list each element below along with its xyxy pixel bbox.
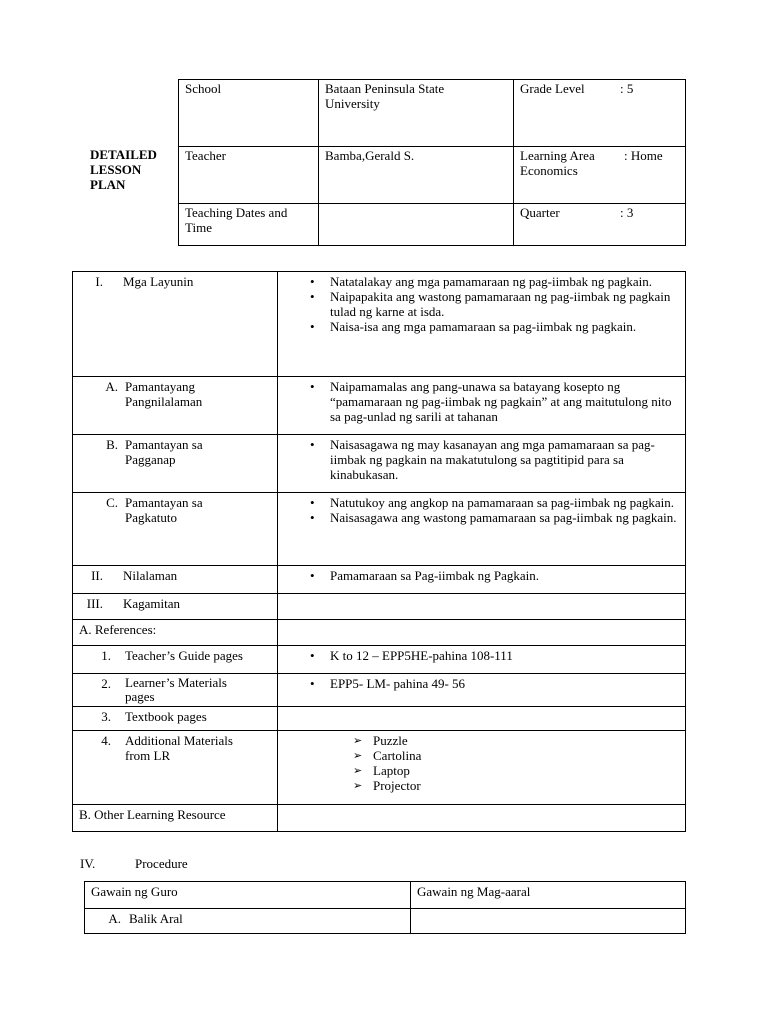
performance-standard-label: Pamantayan sa Pagganap	[125, 437, 203, 467]
quarter-cell	[514, 204, 686, 246]
procedure-heading: IV. Procedure	[80, 856, 188, 871]
teaching-dates-value	[319, 204, 514, 246]
document-title: DETAILED LESSON PLAN	[90, 147, 157, 192]
list-item: • Natutukoy ang angkop na pamamaraan sa pag-iimbak ng pagkain.	[330, 495, 677, 510]
list-item: ➢ Puzzle	[373, 733, 677, 748]
school-value: Bataan Peninsula State University	[319, 80, 514, 147]
list-item: • Naisasagawa ang wastong pamamaraan sa pag-iimbak ng pagkain.	[330, 510, 677, 525]
teacher-label: Teacher	[179, 147, 319, 204]
teachers-guide-text: • K to 12 – EPP5HE-pahina 108-111	[330, 648, 677, 663]
content-standard-text: • Naipamamalas ang pang-unawa sa batayang kosepto ng “pamamaraan ng pag-iimbak ng pagkain” at ang maitutulong nito sa pag-unlad ng sarili at tahanan	[330, 379, 677, 424]
teaching-dates-label: Teaching Dates and Time	[179, 204, 319, 246]
list-item: ➢ Projector	[373, 778, 677, 793]
references-row	[73, 620, 686, 646]
materials-label: Kagamitan	[123, 596, 181, 611]
procedure-table	[84, 881, 686, 934]
learning-area-label: Learning Area	[520, 148, 595, 163]
review-row: A. Balik Aral	[85, 909, 411, 934]
learners-materials-text: • EPP5- LM- pahina 49- 56	[330, 676, 677, 691]
grade-level-value: : 5	[620, 81, 634, 96]
additional-materials-list	[278, 733, 677, 793]
content-label: Nilalaman	[123, 568, 178, 583]
student-activity-header: Gawain ng Mag-aaral	[411, 882, 686, 909]
other-resource-row	[73, 805, 686, 832]
performance-standard-row: B. Pamantayan sa Pagganap • Naisasagawa ng may kasanayan ang mga pamamaraan sa pag-iimbak ng pagkain na makatutulong sa pagtitipid para sa kinabukasan.	[73, 435, 686, 493]
objectives-row	[73, 272, 686, 377]
learning-competency-list	[330, 495, 677, 525]
content-row: II. Nilalaman • Pamamaraan sa Pag-iimbak ng Pagkain.	[73, 566, 686, 594]
review-label: Balik Aral	[129, 911, 183, 926]
quarter-value: : 3	[620, 205, 634, 220]
teachers-guide-label: Teacher’s Guide pages	[125, 648, 243, 663]
other-resource-label: B. Other Learning Resource	[73, 805, 278, 832]
learners-materials-row: 2. Learner’s Materials pages • EPP5- LM- pahina 49- 56	[73, 674, 686, 707]
learning-area-value-2: Economics	[520, 163, 578, 178]
lesson-plan-table	[72, 271, 686, 832]
additional-materials-row: 4. Additional Materials from LR ➢ Puzzle ➢ Cartolina ➢ Laptop ➢ Projector	[73, 731, 686, 805]
content-text: • Pamamaraan sa Pag-iimbak ng Pagkain.	[330, 568, 677, 583]
learning-area-value: : Home	[624, 148, 663, 163]
grade-level-cell	[514, 80, 686, 147]
learning-area-cell	[514, 147, 686, 204]
school-label: School	[179, 80, 319, 147]
references-label: A. References:	[73, 620, 278, 646]
materials-row: III. Kagamitan	[73, 594, 686, 620]
teachers-guide-row: 1. Teacher’s Guide pages • K to 12 – EPP5HE-pahina 108-111	[73, 646, 686, 674]
learning-competency-row: C. Pamantayan sa Pagkatuto • Natutukoy ang angkop na pamamaraan sa pag-iimbak ng pagkain. • Naisasagawa ang wastong pamamaraan sa pag-iimbak ng pagkain.	[73, 493, 686, 566]
content-standard-label: Pamantayang Pangnilalaman	[125, 379, 203, 409]
content-standard-row: A. Pamantayang Pangnilalaman • Naipamamalas ang pang-unawa sa batayang kosepto ng “pamamaraan ng pag-iimbak ng pagkain” at ang maitutulong nito sa pag-unlad ng sarili at tahanan	[73, 377, 686, 435]
learning-competency-label: Pamantayan sa Pagkatuto	[125, 495, 203, 525]
objectives-label: Mga Layunin	[123, 274, 194, 289]
grade-level-label: Grade Level	[520, 81, 585, 96]
list-item: ➢ Cartolina	[373, 748, 677, 763]
teacher-value: Bamba,Gerald S.	[319, 147, 514, 204]
teacher-activity-header: Gawain ng Guro	[85, 882, 411, 909]
textbook-row: 3. Textbook pages	[73, 707, 686, 731]
header-info-table	[178, 79, 686, 246]
list-item: ➢ Laptop	[373, 763, 677, 778]
list-item: • Naisa-isa ang mga pamamaraan sa pag-iimbak ng pagkain.	[330, 319, 677, 334]
objectives-list	[330, 274, 677, 334]
textbook-label: Textbook pages	[125, 709, 207, 724]
learners-materials-label: Learner’s Materials pages	[125, 675, 227, 704]
objectives-num: I.	[95, 274, 103, 289]
quarter-label: Quarter	[520, 205, 560, 220]
performance-standard-text: • Naisasagawa ng may kasanayan ang mga pamamaraan sa pag-iimbak ng pagkain na makatutulong sa pagtitipid para sa kinabukasan.	[330, 437, 677, 482]
additional-materials-label: Additional Materials from LR	[125, 733, 233, 763]
list-item: • Natatalakay ang mga pamamaraan ng pag-iimbak ng pagkain.	[330, 274, 677, 289]
list-item: • Naipapakita ang wastong pamamaraan ng pag-iimbak ng pagkain tulad ng karne at isda.	[330, 289, 677, 319]
